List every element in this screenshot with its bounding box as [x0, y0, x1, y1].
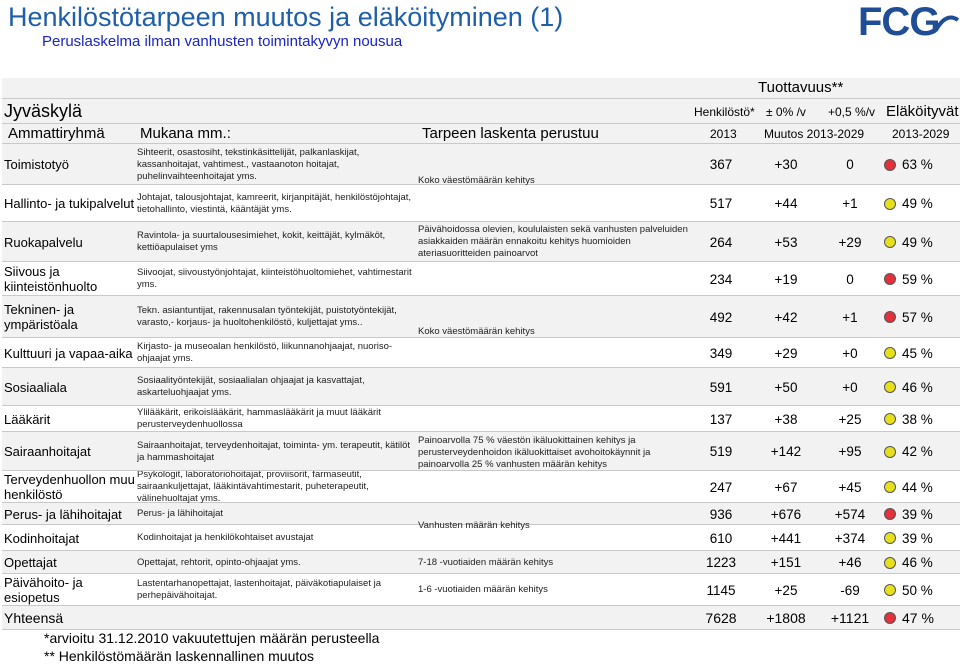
headcount-value: 1223 [705, 555, 737, 570]
headcount-value: 936 [709, 506, 733, 522]
retirement-cell [884, 262, 960, 296]
change-plus-value: +0 [842, 345, 858, 361]
change-plus-value: +1 [842, 309, 858, 325]
headcount-value: 591 [709, 379, 733, 395]
change-zero-value: +67 [774, 479, 798, 495]
retirement-cell [884, 144, 960, 185]
headcount-value: 519 [709, 444, 733, 459]
change-plus-value: +574 [834, 506, 866, 522]
change-zero-value: +19 [774, 271, 798, 287]
region-label: Jyväskylä [4, 101, 83, 121]
group-description: Kodinhoitajat ja henkilökohtaiset avustajat [137, 532, 314, 543]
tuottavuus-header: Tuottavuus** [758, 79, 844, 96]
group-description: Tekn. asiantuntijat, rakennusalan työntekijät, puistotyöntekijät, varasto,- korjaus- ja huoltohenkilöstö, kuljettajat yms.. [137, 305, 397, 328]
headcount-value: 137 [709, 411, 733, 427]
group-description: Psykologit, laboratoriohoitajat, proviisorit, farmaseutit, sairaankuljettajat, lääkintävahtimestarit, puheterapeutit, välinehuoltajat yms. [137, 471, 369, 503]
group-description: Kirjasto- ja museoalan henkilöstö, liikunnanohjaajat, nuoriso-ohjaajat yms. [137, 341, 393, 364]
basis-cell: 1-6 -vuotiaiden määrän kehitys [418, 584, 548, 595]
retirement-value: 47 % [902, 610, 934, 626]
group-name: Ruokapalvelu [4, 234, 83, 250]
change-zero-value: +441 [770, 530, 802, 546]
status-dot-icon [884, 236, 896, 248]
group-description: Sairaanhoitajat, terveydenhoitajat, toiminta- ym. terapeutit, kätilöt ja hammashoitajat [137, 439, 411, 463]
table-row [2, 406, 960, 432]
headcount-value: 492 [709, 309, 733, 325]
status-dot-icon [884, 381, 896, 393]
group-description: Ravintola- ja suurtalousesimiehet, kokit, keittäjät, kylmäköt, kettiöapulaiset yms [137, 230, 386, 253]
group-description: Perus- ja lähihoitajat [137, 508, 224, 519]
retirement-cell [884, 551, 960, 574]
group-description: Johtajat, talousjohtajat, kamreerit, kirjanpitäjät, henkilöstöjohtajat, tietohallinto, viestintä, kääntäjät yms. [137, 191, 412, 215]
basis-cell: Vanhusten määrän kehitys [418, 520, 530, 531]
retirement-cell [884, 368, 960, 406]
headcount-value: 234 [709, 271, 733, 287]
group-description: Sosiaalityöntekijät, sosiaalialan ohjaajat ja kasvattajat, askarteluohjaajat yms. [137, 375, 365, 398]
change-zero-value: +1808 [766, 610, 806, 626]
retirement-value: 39 % [902, 506, 933, 522]
table-row [2, 606, 960, 630]
retirement-value: 63 % [902, 157, 933, 172]
table-row [2, 471, 960, 503]
status-dot-icon [884, 584, 896, 596]
change-zero-value: +38 [774, 411, 798, 427]
header-zero-growth: ± 0% /v [766, 105, 806, 119]
header-basis: Tarpeen laskenta perustuu [422, 125, 599, 142]
headcount-value: 349 [709, 345, 733, 361]
headcount-value: 367 [709, 157, 733, 172]
header-row-region [2, 99, 960, 124]
retirement-value: 39 % [902, 530, 933, 546]
footnote-1: *arvioitu 31.12.2010 vakuutettujen määrän perusteella [44, 630, 380, 646]
group-name: Sairaanhoitajat [4, 444, 91, 459]
status-dot-icon [884, 413, 896, 425]
group-name: Kulttuuri ja vapaa-aika [4, 345, 133, 361]
retirement-cell [884, 574, 960, 606]
basis-cell: Koko väestömäärän kehitys [418, 326, 535, 337]
status-dot-icon [884, 311, 896, 323]
fcg-logo: FCG [858, 0, 940, 44]
group-name: Perus- ja lähihoitajat [4, 506, 122, 522]
header-ammattiryhma: Ammattiryhmä [8, 125, 105, 142]
retirement-cell [884, 338, 960, 368]
retirement-cell [884, 525, 960, 551]
group-name: Lääkärit [4, 411, 51, 427]
change-zero-value: +50 [774, 379, 798, 395]
status-dot-icon [884, 532, 896, 544]
group-description: Opettajat, rehtorit, opinto-ohjaajat yms. [137, 556, 301, 568]
header-muutos: Muutos 2013-2029 [764, 127, 865, 141]
retirement-cell [884, 185, 960, 222]
status-dot-icon [884, 481, 896, 493]
retirement-value: 50 % [902, 582, 933, 598]
footnote-2: ** Henkilöstömäärän laskennallinen muutos [44, 648, 315, 664]
retirement-cell [884, 406, 960, 432]
page-subtitle: Peruslaskelma ilman vanhusten toimintakyvyn nousua [42, 33, 403, 50]
change-plus-value: +1121 [830, 610, 870, 626]
change-zero-value: +30 [774, 157, 798, 172]
change-plus-value: +25 [838, 411, 862, 427]
table-row [2, 368, 960, 406]
retirement-cell [884, 606, 960, 630]
group-description: Sihteerit, osastosiht, tekstinkäsittelijät, palkanlaskijat, kassanhoitajat, vahtimest., vastaanoton hoitajat, puhelinvaihteenhoitajat yms. [137, 146, 360, 182]
retirement-value: 38 % [902, 411, 933, 427]
status-dot-icon [884, 612, 896, 624]
change-plus-value: +95 [838, 444, 862, 459]
status-dot-icon [884, 273, 896, 285]
retirement-cell [884, 503, 960, 525]
page-title: Henkilöstötarpeen muutos ja eläköityminen (1) [8, 2, 564, 32]
change-plus-value: +46 [838, 555, 862, 570]
retirement-value: 45 % [902, 345, 933, 361]
header-year: 2013 [710, 127, 737, 141]
retirement-value: 44 % [902, 479, 933, 495]
change-zero-value: +25 [774, 582, 798, 598]
change-plus-value: +0 [842, 379, 858, 395]
group-name: Siivous ja kiinteistönhuolto [4, 264, 98, 294]
header-plus-growth: +0,5 %/v [828, 105, 876, 119]
change-zero-value: +676 [770, 506, 802, 522]
group-description: Lastentarhanopettajat, lastenhoitajat, päiväkotiapulaiset ja perhepäivähoitajat. [137, 578, 382, 601]
retirement-cell [884, 222, 960, 262]
retirement-value: 49 % [902, 234, 933, 250]
headcount-value: 264 [709, 234, 733, 250]
status-dot-icon [884, 198, 896, 210]
status-dot-icon [884, 347, 896, 359]
change-plus-value: 0 [846, 157, 854, 172]
header-mukana: Mukana mm.: [140, 125, 231, 142]
headcount-value: 7628 [705, 610, 737, 626]
header-elakoityvat: Eläköityvät [886, 103, 959, 120]
change-zero-value: +42 [774, 309, 798, 325]
change-plus-value: +374 [834, 530, 866, 546]
change-zero-value: +142 [770, 444, 802, 459]
retirement-value: 46 % [902, 555, 933, 570]
change-plus-value: +1 [842, 196, 858, 211]
header-row-columns [2, 124, 960, 144]
retirement-value: 42 % [902, 444, 933, 459]
headcount-value: 610 [709, 530, 733, 546]
change-plus-value: 0 [846, 271, 854, 287]
group-name: Toimistotyö [4, 157, 70, 172]
group-name: Terveydenhuollon muu henkilöstö [4, 472, 135, 502]
group-name: Opettajat [4, 555, 57, 570]
status-dot-icon [884, 508, 896, 520]
status-dot-icon [884, 557, 896, 569]
group-name: Kodinhoitajat [4, 530, 80, 546]
retirement-value: 49 % [902, 196, 933, 211]
retirement-cell [884, 296, 960, 338]
group-name: Päivähoito- ja esiopetus [4, 575, 83, 605]
change-plus-value: +45 [838, 479, 862, 495]
group-name: Hallinto- ja tukipalvelut [4, 196, 135, 211]
group-name: Yhteensä [4, 609, 64, 626]
status-dot-icon [884, 159, 896, 171]
group-name: Sosiaaliala [4, 379, 67, 395]
table-row [2, 262, 960, 296]
change-zero-value: +44 [774, 196, 798, 211]
retirement-cell [884, 432, 960, 471]
basis-cell: Painoarvolla 75 % väestön ikäluokittainen kehitys ja perusterveydenhoidon ikäluokittaiset avohoitokäynnit ja painoarvolla 25 % vanhusten määrän kehitys [418, 435, 651, 470]
basis-cell: Koko väestömäärän kehitys [418, 175, 535, 186]
change-zero-value: +53 [774, 234, 798, 250]
retirement-value: 46 % [902, 379, 933, 395]
headcount-value: 247 [709, 479, 733, 495]
group-description: Siivoojat, siivoustyönjohtajat, kiinteistöhuoltomiehet, vahtimestarit yms. [137, 267, 412, 290]
change-zero-value: +29 [774, 345, 798, 361]
group-description [137, 606, 415, 630]
change-zero-value: +151 [770, 555, 802, 570]
headcount-value: 1145 [706, 582, 736, 598]
retirement-cell [884, 471, 960, 503]
basis-cell: Päivähoidossa olevien, koululaisten sekä vanhusten palveluiden asiakkaiden määrän ennakoitu kehitys huomioiden ateriasuoritteiden painoarvot [418, 224, 688, 259]
change-plus-value: -69 [840, 582, 860, 598]
status-dot-icon [884, 446, 896, 458]
header-range: 2013-2029 [892, 127, 950, 141]
retirement-value: 59 % [902, 271, 933, 287]
headcount-value: 517 [709, 196, 733, 211]
logo-swirl-icon [932, 10, 960, 38]
group-description: Ylilääkärit, erikoislääkärit, hammaslääkärit ja muut lääkärit perusterveydenhuollossa [137, 407, 381, 430]
header-row-tuottavuus [2, 78, 960, 99]
change-plus-value: +29 [838, 234, 862, 250]
header-henkilosto: Henkilöstö* [694, 105, 755, 119]
basis-cell: 7-18 -vuotiaiden määrän kehitys [418, 557, 554, 568]
retirement-value: 57 % [902, 309, 933, 325]
group-name: Tekninen- ja ympäristöala [4, 302, 78, 332]
